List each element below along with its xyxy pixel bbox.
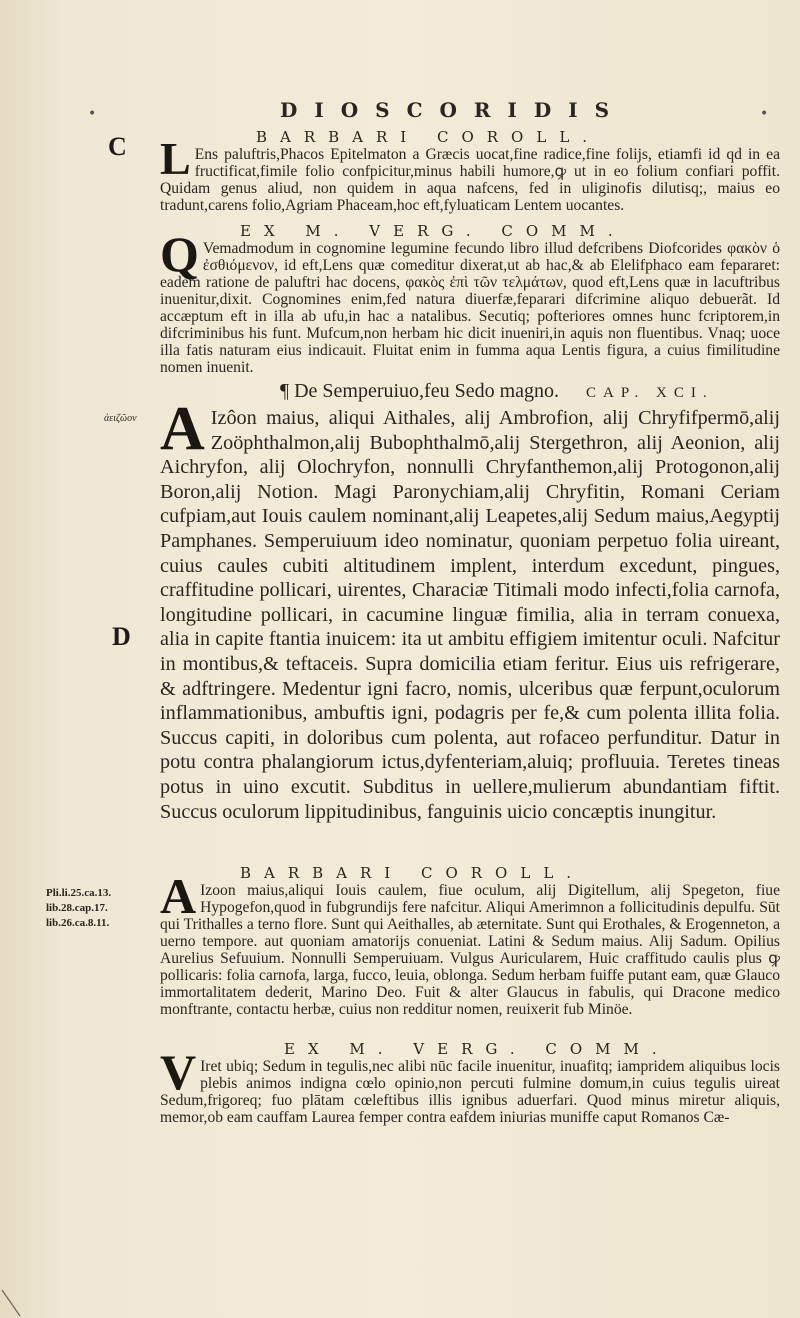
running-head: DIOSCORIDIS (280, 98, 627, 122)
section-barbari-2 (160, 864, 780, 1018)
section-heading: EX M. VERG. COMM. (284, 1040, 670, 1058)
section-text: Izoon maius,aliqui Iouis caulem, fiue oculum, alij Digitellum, alij Spegeton, fiue Hypogefon,quod in fubgrundijs fere nafcitur. Aliqui Amerimnon a follicitudinis depulfu. Sūt qui Trithalles a terno flore. Sunt qui Aeithalles, ab æternitate. Sunt qui Erothales, & Erogenneton, a uerno tempore. aut quoniam amatorijs conueniat. Latini & Sedum maius. Alij Sadum. Opilius Aurelius Sefuuium. Nonnulli Semperuiuam. Vulgus Auricularem, Huic craffitudo caulis plus ꝙ pollicaris: folia carnofa, larga, fucco, leuia, oblonga. Sedum herbam fuiffe putant eam, quæ Glauco immortalitatem dederit, Marino Deo. Fuit & alter Glaucus in fabulis, qui Dracone medico monftrante, contactu herbæ, cuius non redditur nomen, reuixerit fub Minöe. (160, 882, 780, 1018)
section-heading: EX M. VERG. COMM. (240, 222, 626, 240)
drop-cap: Q (160, 226, 199, 282)
margin-ref: lib.28.cap.17. (46, 901, 108, 914)
section-text: Vemadmodum in cognomine legumine fecundo libro illud defcribens Diofcorides φακὸν ὁ ἐσθιόμενον, id eft,Lens quæ comeditur dixerat,ut ab hac,& ab Elelifphaco eam fepararet: eadem ratione de paluftri hac docens, φακὸς ἐπὶ τῶν τελμάτων, quod eft,Lens quæ in lacuftribus inuenitur,dixit. Cognomines enim,fed natura diuerfæ,feparari difcrimine aliquo debuerãt. Id accæptum eft in illa ab ufu,in hac a natalibus. Secutiq; pofteriores omnes hunc fcriptorem,in difcriminibus his funt. Mufcum,non herbam hic dicit inueniri,in aquis non fluentibus. Vnaq; uoce illa fatis naturam eius indicauit. Fluitat enim in fumma aqua Lentis figura, a cuius fimilitudine nomen inuenit. (160, 240, 780, 376)
chapter-heading (280, 380, 780, 406)
margin-references (46, 886, 111, 931)
margin-dot: • (760, 106, 769, 122)
margin-letter-d: D (112, 622, 131, 651)
drop-cap: L (160, 133, 191, 184)
chapter-body (160, 395, 780, 824)
section-heading: BARBARI COROLL. (256, 128, 601, 146)
margin-greek-note: ἀειζῶον (104, 413, 137, 424)
section-vergilius-2 (160, 1040, 780, 1126)
binding-crease (0, 1288, 24, 1318)
margin-ref: Pli.li.25.ca.13. (46, 887, 112, 899)
margin-ref: lib.26.ca.8.11. (46, 916, 110, 929)
section-text: Iret ubiq; Sedum in tegulis,nec alibi nūc facile inuenitur, inuafitq; iampridem aliquibus locis plebis animos indigna cœlo opinio,non percuti fulmine domum,in cuius tegulis uireat Sedum,frigoreq; fuo plātam cœleftibus illis ignibus aduerfari. Quod minus miretur aliquis, memor,ob eam cauffam Laurea femper contra eafdem iniurias muniffe caput Romanos Cæ- (160, 1058, 780, 1126)
chapter-semperviuum (160, 380, 780, 824)
chapter-text: Izôon maius, aliqui Aithales, alij Ambrofion, alij Chryfifpermō,alij Zoöphthalmon,alij Bubophthalmō,alij Stergethron, alij Aeonion, alij Aichryfon, alij Olochryfon, nonnulli Chryfanthemon,alij Protogonon,alij Boron,alij Notion. Magi Paronychiam,alij Chryfitin, Romani Ceriam cufpiam,aut Iouis caulem nominant,alij Leapetes,alij Sedum maius,Aegyptij Pamphanes. Semperuiuum ideo nominatur, quoniam perpetuo folia uireant, cuius caules cubiti altitudinem implent, interdum excedunt, pingues, craffitudine pollicari, uirentes, Characiæ Titimali modo infecti,folia carnofa, longitudine pollicari, in cacumine linguæ fimilia, alia in terram conuexa, alia in capite ftantia inuicem: ita ut ambitu effigiem imitentur oculi. Nafcitur in montibus,& teftaceis. Supra domicilia etiam feritur. Eius uis refrigerare, & adftringere. Medentur igni facro, nomis, ulceribus quæ ferpunt,oculorum inflammationibus, ambuftis igni, podagris per fe,& cum polenta illita folia. Succus capiti, in doloribus cum polenta, aut rofaceo perfunditur. Datur in potu contra phalangiorum ictus,dyfenteriam,aluiq; profluuia. Teretes tineas potus in uino excutit. Subditus in uellere,mulierum abundantiam fiftit. Succus oculorum lippitudinibus, fanguinis uicio concæptis inungitur. (160, 407, 780, 823)
margin-dot: • (88, 106, 97, 122)
drop-cap: A (160, 868, 197, 924)
chapter-number: CAP. XCI. (586, 385, 714, 401)
section-text: Ens paluftris,Phacos Epitelmaton a Græcis uocat,fine radice,fine folijs, etiamfi id qd in ea fructificat,fimile folio confpicitur,minus habili humore,ꝙ ut in eo folium confiari poffit. Quidam genus aliud, non quidem in aqua nafcens, fed in uliginofis dilutisq;, maius eo tradunt,carens folio,Agriam Phaceam,hoc eft,fyluaticam Lentem uocantes. (160, 146, 780, 214)
drop-cap: A (160, 395, 205, 463)
chapter-title: ¶ De Semperuiuo,feu Sedo magno. (280, 380, 560, 402)
section-heading: BARBARI COROLL. (240, 864, 585, 882)
drop-cap: V (160, 1044, 197, 1100)
section-barbari-1 (160, 128, 780, 214)
section-vergilius-1 (160, 222, 780, 376)
margin-letter-c: C (108, 132, 127, 161)
